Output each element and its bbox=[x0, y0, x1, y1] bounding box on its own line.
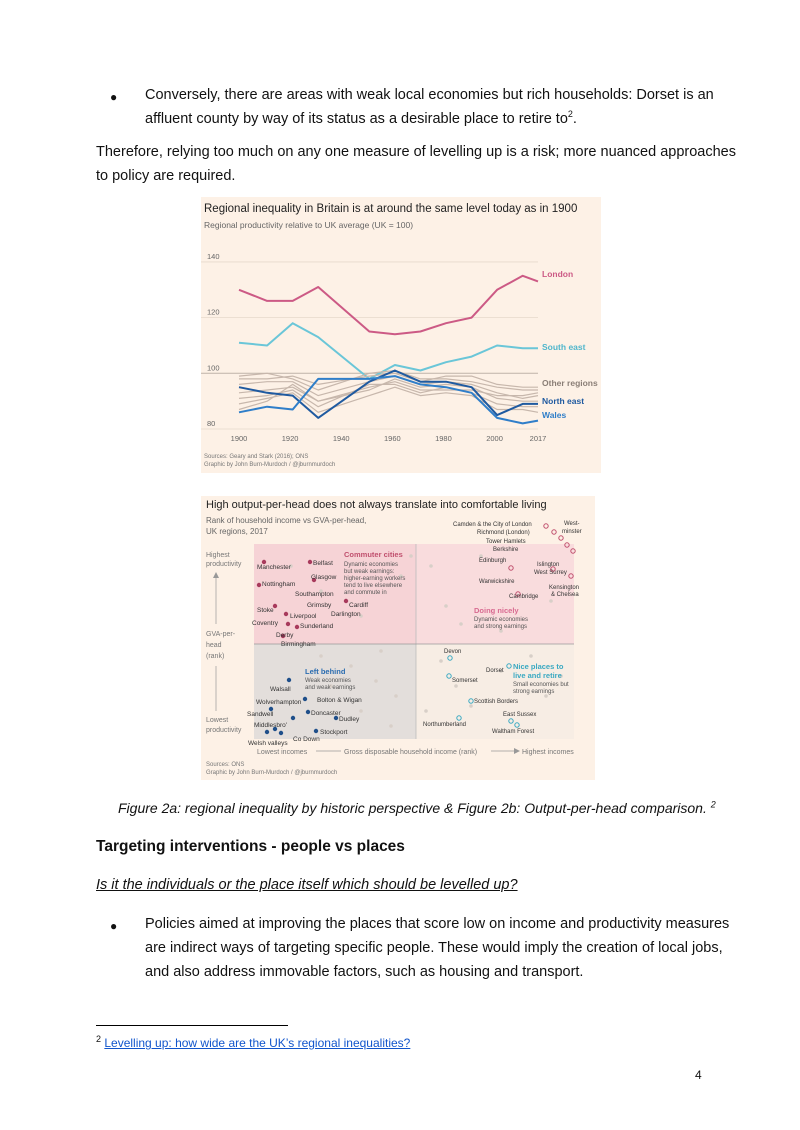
series-line-london bbox=[239, 276, 538, 335]
section-heading: Targeting interventions - people vs places bbox=[96, 838, 405, 855]
label-edinburgh: Edinburgh bbox=[479, 558, 507, 564]
label-co-down: Co Down bbox=[293, 736, 320, 743]
footnote-number: 2 bbox=[96, 1034, 102, 1044]
source-line-1: Sources: ONS bbox=[206, 762, 245, 768]
label-glasgow: Glasgow bbox=[311, 574, 337, 581]
chart-title: Regional inequality in Britain is at around the same level today as in 1900 bbox=[204, 203, 578, 215]
paragraph-1 bbox=[96, 140, 736, 188]
behind-desc-2: and weak earnings bbox=[305, 685, 356, 691]
chart-title: High output-per-head does not always translate into comfortable living bbox=[206, 499, 547, 511]
quadrant-commuter-cities bbox=[254, 544, 416, 644]
footnote-ref: 2 bbox=[567, 109, 573, 120]
label-wolverhampton: Wolverhampton bbox=[256, 699, 302, 706]
x-right-label: Highest incomes bbox=[522, 749, 574, 756]
nicely-desc-2: and strong earnings bbox=[474, 624, 528, 630]
label-middlesbro: Middlesbro' bbox=[254, 722, 288, 729]
label-southampton: Southampton bbox=[295, 591, 334, 598]
caption-footnote-ref: 2 bbox=[710, 799, 716, 810]
label-cardiff: Cardiff bbox=[349, 602, 369, 609]
label-camden: Camden & the City of London bbox=[453, 522, 532, 528]
label-liverpool: Liverpool bbox=[290, 613, 317, 620]
bullet-2 bbox=[145, 912, 729, 984]
label-stoke: Stoke bbox=[257, 607, 274, 614]
retire-desc-2: strong earnings bbox=[513, 689, 555, 695]
x-tick-label: 1900 bbox=[230, 434, 248, 443]
label-westminster-1: West- bbox=[564, 521, 580, 527]
bullet-2-line-2: are indirect ways of targeting specific people. These would imply the creation of local jobs, bbox=[145, 940, 723, 956]
label-west-surrey: West Surrey bbox=[534, 570, 567, 576]
label-northumberland: Northumberland bbox=[423, 722, 467, 728]
label-belfast: Belfast bbox=[313, 560, 333, 567]
label-sandwell: Sandwell bbox=[247, 711, 274, 718]
figure-2a bbox=[201, 197, 601, 473]
arrow-right-icon bbox=[514, 748, 520, 754]
commuter-desc-5: and commute in bbox=[344, 590, 387, 596]
x-tick-label: 1920 bbox=[281, 434, 299, 443]
bullet-2-line-1: Policies aimed at improving the places that score low on income and productivity measures bbox=[145, 916, 730, 932]
y-mid-label-1: GVA-per- bbox=[206, 631, 236, 638]
label-east-sussex: East Sussex bbox=[503, 712, 537, 718]
chart-subtitle: Regional productivity relative to UK average (UK = 100) bbox=[204, 220, 414, 230]
label-somerset: Somerset bbox=[452, 678, 478, 684]
label-berkshire: Berkshire bbox=[493, 547, 519, 553]
label-doncaster: Doncaster bbox=[311, 710, 341, 717]
source-line-2: Graphic by John Burn-Murdoch / @jburnmurdoch bbox=[206, 770, 338, 776]
x-mid-label: Gross disposable household income (rank) bbox=[344, 749, 478, 756]
commuter-desc-4: tend to live elsewhere bbox=[344, 583, 403, 589]
commuter-desc-2: but weak earnings: bbox=[344, 569, 395, 575]
label-darlington: Darlington bbox=[331, 611, 361, 618]
series-line-south-east bbox=[239, 323, 538, 379]
y-tick-label: 120 bbox=[207, 307, 220, 317]
chart-subtitle-1: Rank of household income vs GVA-per-head, bbox=[206, 516, 367, 525]
behind-desc-1: Weak economies bbox=[305, 678, 351, 684]
series-label-other-regions: Other regions bbox=[542, 378, 598, 388]
label-derby: Derby bbox=[276, 632, 294, 639]
bullet-dot: ● bbox=[110, 919, 118, 933]
x-tick-label: 2017 bbox=[529, 434, 547, 443]
label-westminster-2: minster bbox=[562, 529, 582, 535]
label-stockport: Stockport bbox=[320, 729, 348, 736]
paragraph-1-line-1: Therefore, relying too much on any one measure of levelling up is a risk; more nuanced approaches bbox=[96, 144, 736, 160]
y-bottom-label-2: productivity bbox=[206, 727, 242, 734]
label-kensington-1: Kensington bbox=[549, 585, 580, 591]
point-nottingham bbox=[257, 583, 261, 587]
label-bolton-wigan: Bolton & Wigan bbox=[317, 697, 362, 704]
label-cambridge: Cambridge bbox=[509, 594, 539, 600]
footnote-link[interactable]: Levelling up: how wide are the UK’s regional inequalities? bbox=[104, 1036, 411, 1050]
point-coventry bbox=[286, 622, 290, 626]
label-grimsby: Grimsby bbox=[307, 602, 332, 609]
label-islington: Islington bbox=[537, 562, 560, 568]
label-tower-hamlets: Tower Hamlets bbox=[486, 539, 526, 545]
label-nottingham: Nottingham bbox=[262, 581, 296, 588]
series-label-wales: Wales bbox=[542, 410, 567, 420]
y-mid-label-2: head bbox=[206, 642, 222, 649]
chart-subtitle-2: UK regions, 2017 bbox=[206, 527, 268, 536]
bullet-1-line-1: Conversely, there are areas with weak local economies but rich households: Dorset is an bbox=[145, 87, 714, 103]
y-tick-label: 80 bbox=[207, 419, 216, 428]
x-left-label: Lowest incomes bbox=[257, 749, 308, 756]
doing-nicely-title: Doing nicely bbox=[474, 606, 519, 615]
label-coventry: Coventry bbox=[252, 620, 279, 627]
caption-text: Figure 2a: regional inequality by historic perspective & Figure 2b: Output-per-head comparison. bbox=[118, 800, 707, 816]
nicely-desc-1: Dynamic economies bbox=[474, 617, 529, 623]
nice-places-title-2: live and retire bbox=[513, 671, 562, 680]
label-richmond: Richmond (London) bbox=[477, 530, 530, 536]
bullet-2-line-3: and also address immovable factors, such as housing and transport. bbox=[145, 964, 584, 980]
y-tick-label: 100 bbox=[207, 363, 220, 373]
series-label-north-east: North east bbox=[542, 396, 585, 406]
bullet-1 bbox=[145, 83, 714, 131]
nice-places-title-1: Nice places to bbox=[513, 662, 564, 671]
section-subheading: Is it the individuals or the place itself which should be levelled up? bbox=[96, 877, 518, 893]
scatter-quadrant-chart bbox=[201, 496, 595, 780]
footnote-divider bbox=[96, 1025, 288, 1026]
point-cardiff bbox=[344, 599, 348, 603]
label-welsh-valleys: Welsh valleys bbox=[248, 740, 288, 747]
x-tick-label: 1960 bbox=[383, 434, 401, 443]
label-scottish-borders: Scottish Borders bbox=[474, 699, 519, 705]
label-waltham-forest: Waltham Forest bbox=[492, 729, 535, 735]
y-tick-label: 140 bbox=[207, 251, 220, 261]
footnote bbox=[96, 1036, 410, 1050]
retire-desc-1: Small economies but bbox=[513, 682, 569, 688]
label-sunderland: Sunderland bbox=[300, 623, 334, 630]
series-line-other-regions bbox=[239, 373, 538, 387]
label-dorset: Dorset bbox=[486, 668, 504, 674]
y-bottom-label-1: Lowest bbox=[206, 717, 229, 724]
series-label-london: London bbox=[542, 269, 574, 279]
point-sunderland bbox=[295, 625, 299, 629]
point-liverpool bbox=[284, 612, 288, 616]
label-kensington-2: & Chelsea bbox=[551, 592, 579, 598]
y-top-label-2: productivity bbox=[206, 561, 242, 568]
source-line-1: Sources: Geary and Stark (2016); ONS bbox=[204, 454, 309, 460]
commuter-desc-1: Dynamic economies bbox=[344, 562, 399, 568]
line-chart bbox=[201, 197, 601, 473]
commuter-desc-3: higher-earning workers bbox=[344, 576, 406, 582]
bullet-1-line-2: affluent county by way of its status as a desirable place to retire $to^2$. bbox=[145, 109, 577, 127]
point-belfast bbox=[308, 560, 312, 564]
label-devon: Devon bbox=[444, 649, 462, 655]
x-tick-label: 1980 bbox=[435, 434, 452, 443]
label-walsall: Walsall bbox=[270, 686, 291, 693]
source-line-2: Graphic by John Burn-Murdoch / @jburnmurdoch bbox=[204, 462, 336, 468]
commuter-cities-title: Commuter cities bbox=[344, 550, 403, 559]
x-tick-label: 2000 bbox=[486, 434, 503, 443]
x-tick-label: 1940 bbox=[332, 434, 350, 443]
label-birmingham: Birmingham bbox=[281, 641, 316, 648]
label-dudley: Dudley bbox=[339, 716, 360, 723]
figure-caption bbox=[118, 800, 716, 816]
paragraph-1-line-2: to policy are required. bbox=[96, 168, 236, 184]
figure-2b bbox=[201, 496, 595, 780]
label-manchester: Manchester bbox=[257, 564, 291, 571]
left-behind-title: Left behind bbox=[305, 667, 346, 676]
y-mid-label-3: (rank) bbox=[206, 653, 225, 660]
bullet-dot: ● bbox=[110, 90, 118, 104]
page-number: 4 bbox=[695, 1068, 702, 1082]
arrow-up-icon bbox=[213, 572, 219, 578]
y-top-label-1: Highest bbox=[206, 552, 230, 559]
label-warwickshire: Warwickshire bbox=[479, 579, 515, 585]
series-label-south-east: South east bbox=[542, 342, 586, 352]
